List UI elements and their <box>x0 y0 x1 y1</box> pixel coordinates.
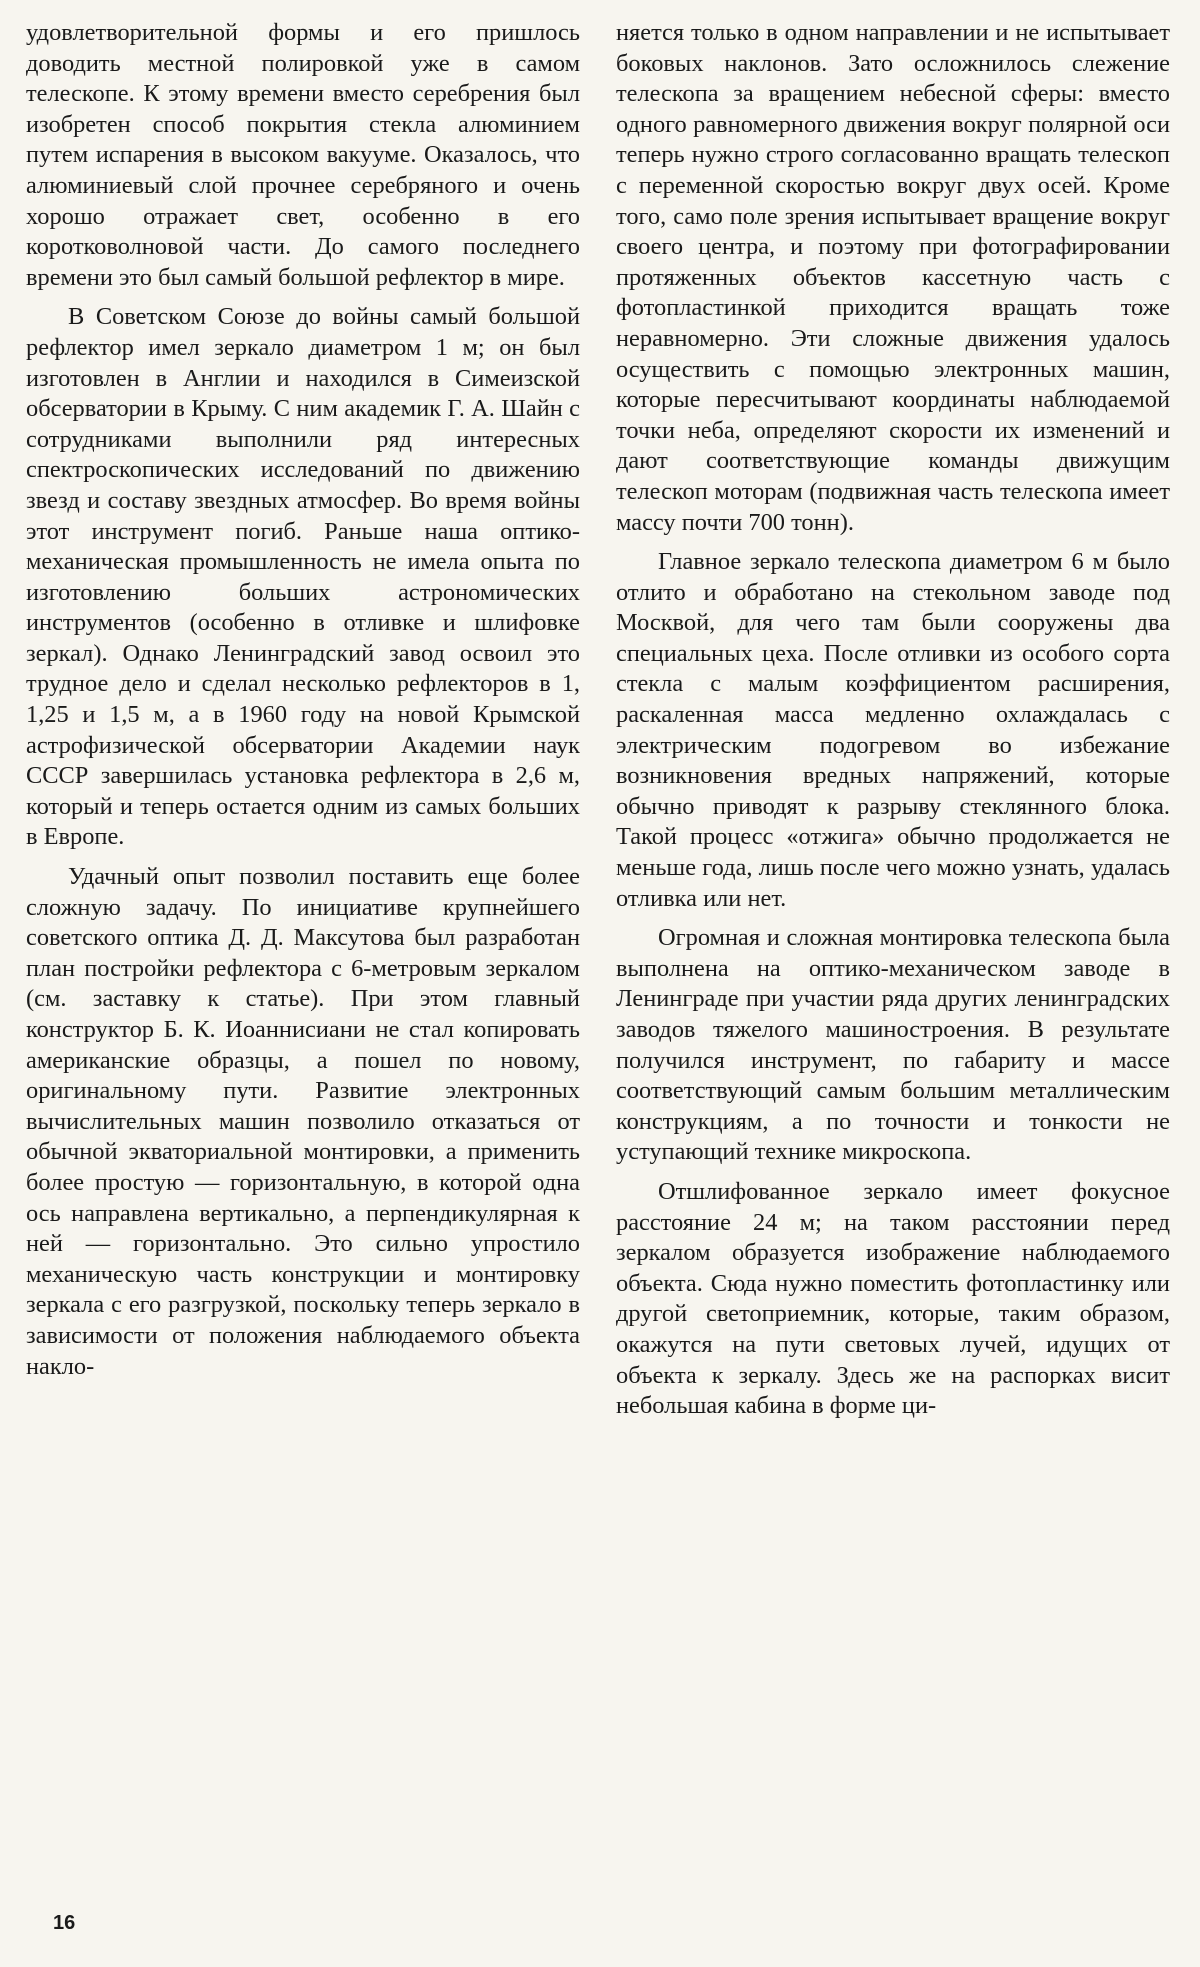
page-number: 16 <box>53 1912 76 1934</box>
paragraph-right-1: няется только в одном направлении и не испытывает боковых наклонов. Зато осложнилось слежение телескопа за вращением небесной сферы: вместо одного равномерного движения вокруг полярной оси теперь нужно строго согласованно вращать телескоп с переменной скоростью вокруг двух осей. Кроме того, само поле зрения испытывает вращение вокруг своего центра, и поэтому при фотографировании протяженных объектов кассетную часть с фотопластинкой приходится вращать тоже неравномерно. Эти сложные движения удалось осуществить с помощью электронных машин, которые пересчитывают координаты наблюдаемой точки неба, определяют скорости их изменений и дают соответствующие команды движущим телескоп моторам (подвижная часть телескопа имеет массу почти 700 тонн). <box>616 19 1170 536</box>
left-column <box>26 18 580 1382</box>
paragraph-right-3: Огромная и сложная монтировка телескопа была выполнена на оптико-механическом заводе в Ленинграде при участии ряда других ленинградских заводов тяжелого машиностроения. В результате получился инструмент, по габариту и массе соответствующий самым большим металлическим конструкциям, а по точности и тонкости не уступающий технике микроскопа. <box>616 924 1170 1166</box>
paragraph-right-2: Главное зеркало телескопа диаметром 6 м было отлито и обработано на стекольном заводе под Москвой, для чего там были сооружены два специальных цеха. После отливки из особого сорта стекла с малым коэффициентом расширения, раскаленная масса медленно охлаждалась с электрическим подогревом во избежание возникновения вредных напряжений, которые обычно приводят к разрыву стеклянного блока. Такой процесс «отжига» обычно продолжается не меньше года, лишь после чего можно узнать, удалась отливка или нет. <box>616 548 1170 912</box>
paragraph-left-2: В Советском Союзе до войны самый большой рефлектор имел зеркало диаметром 1 м; он был изготовлен в Англии и находился в Симеизской обсерватории в Крыму. С ним академик Г. А. Шайн с сотрудниками выполнили ряд интересных спектроскопических исследований по движению звезд и составу звездных атмосфер. Во время войны этот инструмент погиб. Раньше наша оптико-механическая промышленность не имела опыта по изготовлению больших астрономических инструментов (особенно в отливке и шлифовке зеркал). Однако Ленинградский завод освоил это трудное дело и сделал несколько рефлекторов в 1, 1,25 и 1,5 м, а в 1960 году на новой Крымской астрофизической обсерватории Академии наук СССР завершилась установка рефлектора в 2,6 м, который и теперь остается одним из самых больших в Европе. <box>26 303 580 851</box>
right-column <box>616 18 1170 1422</box>
paragraph-right-4: Отшлифованное зеркало имеет фокусное расстояние 24 м; на таком расстоянии перед зеркалом образуется изображение наблюдаемого объекта. Сюда нужно поместить фотопластинку или другой светоприемник, которые, таким образом, окажутся на пути световых лучей, идущих от объекта к зеркалу. Здесь же на распорках висит небольшая кабина в форме ци- <box>616 1177 1170 1420</box>
paragraph-left-3: Удачный опыт позволил поставить еще более сложную задачу. По инициативе крупнейшего советского оптика Д. Д. Максутова был разработан план постройки рефлектора с 6-метровым зеркалом (см. заставку к статье). При этом главный конструктор Б. К. Иоаннисиани не стал копировать американские образцы, а пошел по новому, оригинальному пути. Развитие электронных вычислительных машин позволило отказаться от обычной экваториальной монтировки, а применить более простую — горизонтальную, в которой одна ось направлена вертикально, а перпендикулярная к ней — горизонтально. Это сильно упростило механическую часть конструкции и монтировку зеркала с его разгрузкой, поскольку теперь зеркало в зависимости от положения наблюдаемого объекта накло- <box>26 863 580 1380</box>
paragraph-left-1: удовлетворительной формы и его пришлось доводить местной полировкой уже в самом телескопе. К этому времени вместо серебрения был изобретен способ покрытия стекла алюминием путем испарения в высоком вакууме. Оказалось, что алюминиевый слой прочнее серебряного и очень хорошо отражает свет, особенно в его коротковолновой части. До самого последнего времени это был самый большой рефлектор в мире. <box>26 19 580 291</box>
